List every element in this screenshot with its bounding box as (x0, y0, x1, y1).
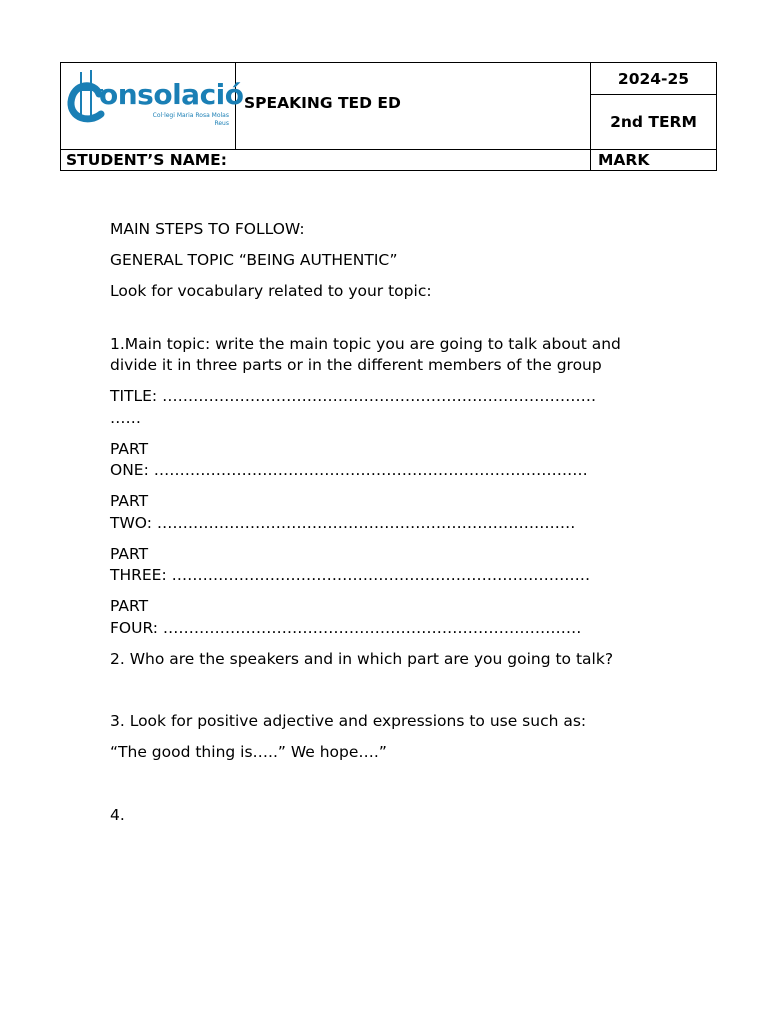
part-one-label: PART (110, 439, 149, 458)
student-name-field[interactable]: STUDENT’S NAME: (61, 150, 591, 171)
part-four-label: PART (110, 597, 149, 615)
step-4: 4. (110, 805, 125, 824)
vocabulary-instruction: Look for vocabulary related to your topic: (110, 282, 432, 300)
title-line-continued: …… (110, 408, 141, 427)
main-steps-heading: MAIN STEPS TO FOLLOW: (110, 220, 305, 238)
logo-subtitle-line1: Col·legi Maria Rosa Molas (152, 112, 229, 119)
logo-subtitle (153, 112, 229, 128)
worksheet-title: SPEAKING TED ED (236, 63, 591, 150)
mark-field[interactable]: MARK (591, 150, 717, 171)
general-topic: GENERAL TOPIC “BEING AUTHENTIC” (110, 251, 398, 269)
part-four-line[interactable]: FOUR: ……………………………………………………………………… (110, 618, 582, 637)
logo-subtitle-line2: Reus (214, 120, 229, 127)
part-two-line[interactable]: TWO: ……………………………………………………………………… (110, 513, 576, 532)
school-year: 2024-25 (591, 63, 717, 95)
expressions-example: “The good thing is…..” We hope….” (110, 743, 387, 761)
part-three-line[interactable]: THREE: ……………………………………………………………………… (110, 566, 591, 584)
logo-wordmark: onsolació (99, 78, 244, 111)
part-two-label: PART (110, 492, 149, 510)
school-logo (61, 66, 244, 146)
term-label: 2nd TERM (591, 95, 717, 150)
step-1: 1.Main topic: write the main topic you are going to talk about and divide it in three parts or in the different members of the group (110, 334, 621, 374)
worksheet-body (110, 219, 660, 826)
logo-cell (61, 63, 244, 150)
step-2: 2. Who are the speakers and in which part are you going to talk? (110, 649, 614, 668)
part-three-label: PART (110, 544, 149, 563)
title-line[interactable]: TITLE: ………………………………………………………………………… (110, 387, 597, 405)
step-3: 3. Look for positive adjective and expressions to use such as: (110, 712, 587, 730)
part-one-line[interactable]: ONE: ………………………………………………………………………… (110, 461, 588, 479)
header-table (60, 62, 717, 171)
